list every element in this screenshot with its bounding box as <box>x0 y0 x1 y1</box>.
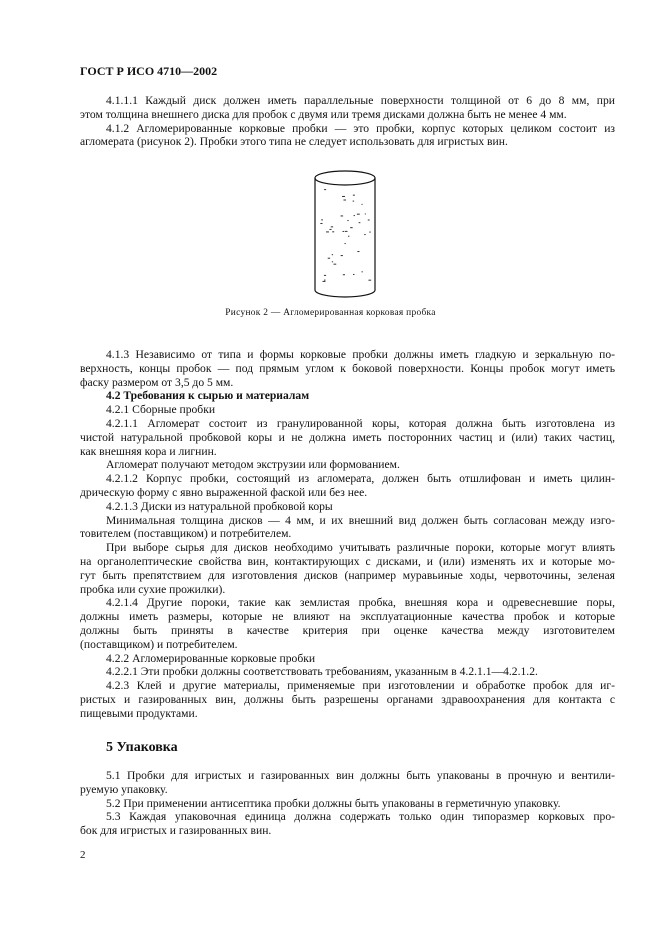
cork-speck <box>353 195 355 196</box>
text-line: 5.1 Пробки для игристых и газированных вин должны быть упакованы в прочную и вентили- <box>106 769 615 782</box>
text-line: чистой натуральной пробковой коры и не должна иметь посторонних частиц и (или) таких частиц, <box>80 430 615 444</box>
text-block-2 <box>80 348 615 721</box>
paragraph <box>80 665 615 679</box>
text-line: гут быть препятствием для изготовления дисков (например муравьиные ходы, червоточины, зеленая <box>80 568 615 582</box>
cork-speck <box>362 204 363 205</box>
text-line: Агломерат получают методом экструзии или формованием. <box>106 458 400 472</box>
text-line: верхность, концы пробок — под прямым углом к боковой поверхности. Концы пробок могут иметь <box>80 361 615 375</box>
cork-speck <box>347 220 348 221</box>
paragraph <box>80 514 615 542</box>
text-line: (поставщиком) и потребителем. <box>80 637 238 651</box>
cork-speck <box>324 189 326 190</box>
cork-speck <box>343 200 346 201</box>
cork-speck <box>345 231 348 232</box>
paragraph <box>80 652 615 666</box>
cork-speck <box>343 231 345 232</box>
text-line: 4.2.3 Клей и другие материалы, применяемые при изготовлении и обработке пробок для иг- <box>106 679 615 693</box>
paragraph <box>80 472 615 500</box>
text-line: 4.1.3 Независимо от типа и формы корковые пробки должны иметь гладкую и зеркальную по- <box>106 348 615 361</box>
cork-speck <box>323 281 326 282</box>
text-line: 4.2.1.2 Корпус пробки, состоящий из агломерата, должен быть отшлифован и иметь цилин- <box>106 472 615 486</box>
cork-speck <box>343 274 345 275</box>
text-line: 4.2.2 Агломерированные корковые пробки <box>106 651 316 665</box>
cork-speck <box>328 258 330 259</box>
paragraph <box>80 500 615 514</box>
cork-speck <box>331 226 333 227</box>
text-line: 4.2 Требования к сырью и материалам <box>106 389 310 403</box>
cork-speck <box>326 231 329 232</box>
cork-speck <box>359 222 361 223</box>
cork-speck <box>357 214 360 215</box>
text-line: товителем (поставщиком) и потребителем. <box>80 527 292 541</box>
text-line: дрическую форму с явно выраженной фаской или без нее. <box>80 485 368 499</box>
text-line: 4.2.1.4 Другие пороки, такие как землистая пробка, внешняя кора и одревесневшие поры, <box>106 596 615 610</box>
cork-speck <box>341 255 343 256</box>
text-line: При выборе сырья для дисков необходимо учитывать различные пороки, которые могут влиять <box>106 541 615 555</box>
cork-speck <box>341 215 344 216</box>
text-line: ристых и газированных вин, должны быть разрешены органами здравоохранения для контакта с <box>80 692 615 706</box>
text-line: Минимальная толщина дисков — 4 мм, и их внешний вид должен быть согласован между изго- <box>106 513 615 527</box>
text-line: 4.2.1 Сборные пробки <box>106 403 216 417</box>
paragraph <box>80 679 615 720</box>
text-line: должны иметь размеры, которые не влияют на эксплуатационные качества пробок и которые <box>80 610 615 624</box>
cork-speck <box>332 231 334 232</box>
paragraph <box>80 403 615 417</box>
paragraph <box>80 596 615 651</box>
paragraph <box>80 769 615 797</box>
text-line: агломерата (рисунок 2). Пробки этого типа не следует использовать для игристых вин. <box>80 135 508 149</box>
cork-speck <box>364 234 365 235</box>
text-line: 5.2 При применении антисептика пробки должны быть упакованы в герметичную упаковку. <box>106 796 561 810</box>
cork-speck <box>332 254 333 255</box>
cork-speck <box>353 274 354 275</box>
text-line: руемую упаковку. <box>80 782 168 796</box>
paragraph <box>80 389 615 403</box>
cork-speck <box>368 219 370 220</box>
text-line: 4.2.1.3 Диски из натуральной пробковой коры <box>106 499 333 513</box>
text-line: 4.2.2.1 Эти пробки должны соответствовать требованиям, указанным в 4.2.1.1—4.2.1.2. <box>106 665 538 679</box>
text-line: 4.1.1.1 Каждый диск должен иметь параллельные поверхности толщиной от 6 до 8 мм, при <box>106 94 615 107</box>
cork-stopper-figure <box>300 165 390 305</box>
cork-speck <box>329 229 331 230</box>
cork-speck <box>365 213 366 214</box>
cork-speck <box>348 236 349 237</box>
section-heading: 5 Упаковка <box>106 740 178 755</box>
text-line: этом толщина внешнего диска для пробок с двумя или тремя дисками должна быть не менее 4 мм. <box>80 107 567 121</box>
text-line: бок для игристых и газированных вин. <box>80 824 272 838</box>
text-line: 4.1.2 Агломерированные корковые пробки — это пробки, корпус которых целиком состоит из <box>106 121 615 135</box>
text-line: пищевыми продуктами. <box>80 706 198 720</box>
cork-speck <box>353 201 354 202</box>
cork-speck <box>332 261 333 262</box>
cork-speck <box>354 215 355 216</box>
text-line: на органолептические свойства вин, контактирующих с дисками, и (или) изменять их и которые мо- <box>80 554 615 568</box>
cork-speck <box>369 232 370 233</box>
paragraph <box>80 541 615 596</box>
text-line: фаску размером от 3,5 до 5 мм. <box>80 375 234 389</box>
cork-speck <box>345 243 346 244</box>
cork-speck <box>342 196 345 197</box>
cork-speck <box>321 219 323 220</box>
text-block-1 <box>80 94 615 149</box>
cork-speck <box>334 264 337 265</box>
figure-caption: Рисунок 2 — Агломерированная корковая пробка <box>225 308 436 318</box>
text-line: 5.3 Каждая упаковочная единица должна содержать только один типоразмер корковых про- <box>106 810 615 824</box>
paragraph <box>80 458 615 472</box>
cork-speck <box>324 280 325 281</box>
text-line: должны быть приняты в качестве критерия при оценке качества между изготовителем <box>80 623 615 637</box>
cork-speck <box>357 251 359 252</box>
page-number: 2 <box>80 849 86 861</box>
cork-speck <box>368 280 371 281</box>
paragraph <box>80 797 615 811</box>
cork-speck <box>320 223 322 224</box>
text-line: 4.2.1.1 Агломерат состоит из гранулированной коры, которая должна быть изготовлена из <box>106 416 615 430</box>
paragraph <box>80 417 615 458</box>
cork-speck <box>350 227 353 228</box>
paragraph <box>80 122 615 150</box>
cork-speck <box>362 271 363 272</box>
text-line: как внешняя кора и лигнин. <box>80 444 217 458</box>
document-header: ГОСТ Р ИСО 4710—2002 <box>80 64 218 78</box>
paragraph <box>80 94 615 122</box>
paragraph <box>80 810 615 838</box>
cork-speck <box>324 275 326 276</box>
paragraph <box>80 348 615 389</box>
text-block-3 <box>80 769 615 838</box>
text-line: пробка или сухие прожилки). <box>80 582 226 596</box>
